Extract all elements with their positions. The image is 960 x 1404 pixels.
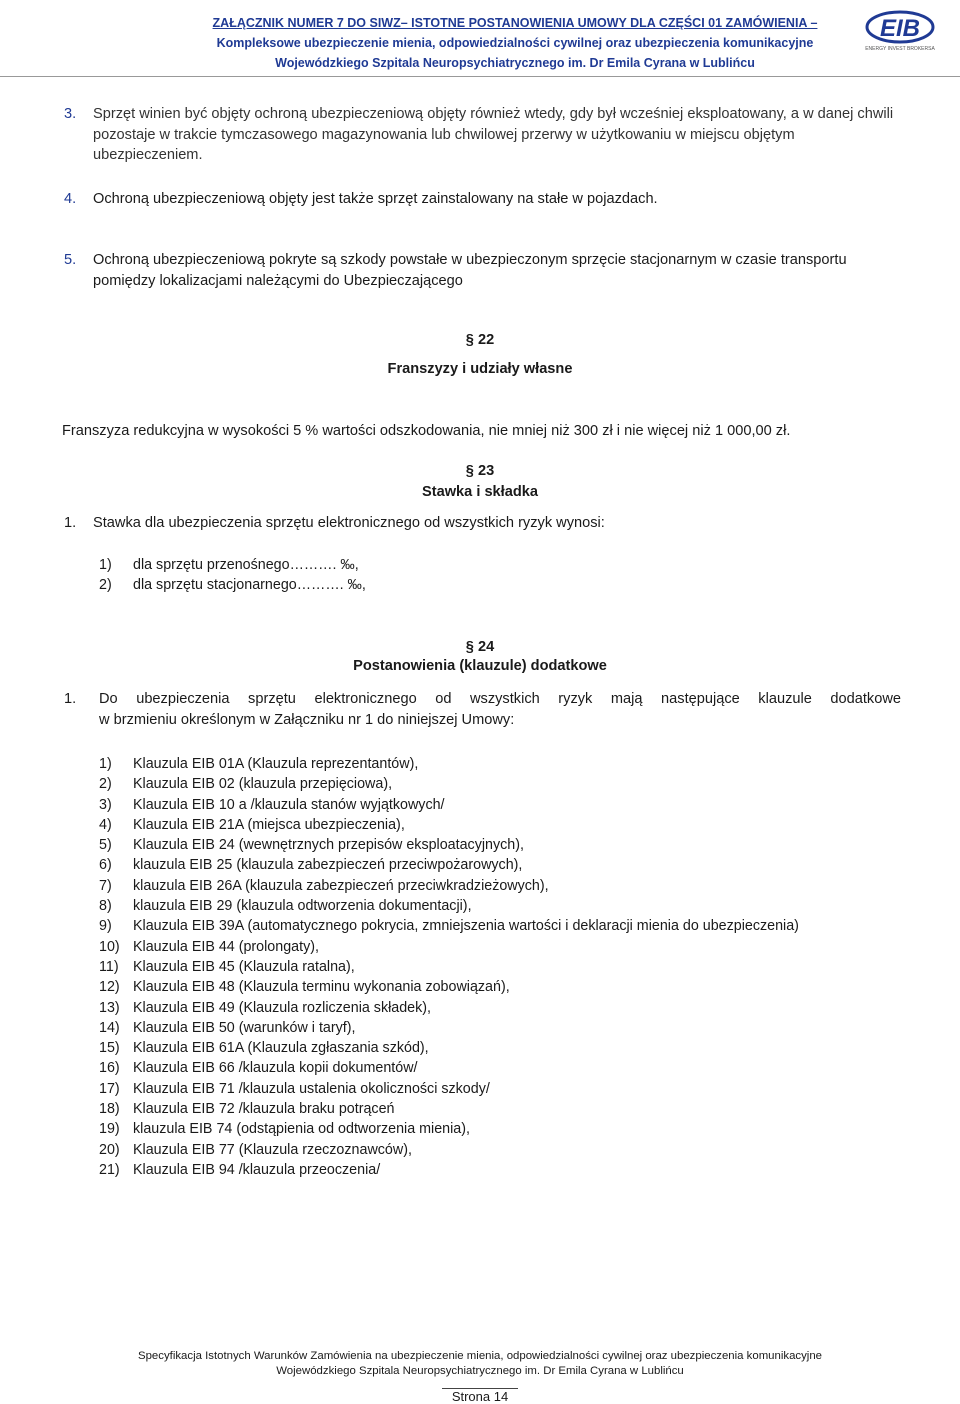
clause-item-number: 13) xyxy=(99,999,120,1016)
clause-item xyxy=(99,815,799,835)
clause-item xyxy=(99,754,799,774)
clause-item-text: klauzula EIB 25 (klauzula zabezpieczeń przeciwpożarowych), xyxy=(133,857,523,874)
clause-item xyxy=(99,1058,799,1078)
clause-item-text: Klauzula EIB 77 (Klauzula rzeczoznawców), xyxy=(133,1141,412,1158)
clause-item-text: Klauzula EIB 71 /klauzula ustalenia okoliczności szkody/ xyxy=(133,1080,490,1097)
footer-line-2: Wojewódzkiego Szpitala Neuropsychiatrycznego im. Dr Emila Cyrana w Lublińcu xyxy=(276,1365,684,1377)
clause-item-text: Klauzula EIB 49 (Klauzula rozliczenia składek), xyxy=(133,999,432,1016)
section-23-title: Stawka i składka xyxy=(421,484,538,500)
section-24-p1-number: 1. xyxy=(64,691,77,707)
clause-item xyxy=(99,1018,799,1038)
clause-item-number: 4) xyxy=(99,816,112,833)
clause-item xyxy=(99,998,799,1018)
clause-item-number: 15) xyxy=(99,1040,120,1057)
clause-item-text: Klauzula EIB 66 /klauzula kopii dokumentów/ xyxy=(133,1060,418,1077)
clause-item-text: Klauzula EIB 94 /klauzula przeoczenia/ xyxy=(133,1161,381,1178)
clause-item-text: klauzula EIB 26A (klauzula zabezpieczeń przeciwkradzieżowych), xyxy=(133,877,549,894)
logo-subtext: ENERGY INVEST BROKERSA xyxy=(865,46,935,52)
item-text-3: Sprzęt winien być objęty ochroną ubezpieczeniową objęty również wtedy, gdy był wcześniej eksploatowany, a w danej chwili pozostaje w trakcie tymczasowego magazynowania lub chwilowej przerwy w użytkowaniu w miejscu objętym ubezpieczeniem. xyxy=(93,106,894,163)
header-line-1: ZAŁĄCZNIK NUMER 7 DO SIWZ– ISTOTNE POSTANOWIENIA UMOWY DLA CZĘŚCI 01 ZAMÓWIENIA – xyxy=(212,16,818,30)
clause-item-number: 19) xyxy=(99,1121,120,1138)
rate-item-text: dla sprzętu przenośnego………. ‰, xyxy=(133,557,359,573)
clause-item-text: Klauzula EIB 39A (automatycznego pokrycia, zmniejszenia wartości i deklaracji mienia do ubezpieczenia) xyxy=(133,918,799,935)
clause-item-text: Klauzula EIB 01A (Klauzula reprezentantów), xyxy=(133,756,419,772)
clause-item-number: 16) xyxy=(99,1060,120,1077)
item-number-4: 4. xyxy=(64,191,77,207)
page-number: Strona 14 xyxy=(0,1389,960,1404)
section-22-title: Franszyzy i udziały własne xyxy=(387,361,573,377)
clause-item-number: 18) xyxy=(99,1101,120,1118)
section-24-p1-line-1: Do ubezpieczenia sprzętu elektronicznego od wszystkich ryzyk mają następujące klauzule dodatkowe xyxy=(99,691,901,707)
item-number-5: 5. xyxy=(64,252,77,268)
clause-item xyxy=(99,977,799,997)
rate-item-number: 1) xyxy=(99,557,112,573)
clause-item xyxy=(99,795,799,815)
clause-item-number: 7) xyxy=(99,877,112,894)
clause-item-text: Klauzula EIB 61A (Klauzula zgłaszania szkód), xyxy=(133,1040,429,1057)
item-text-5: Ochroną ubezpieczeniową pokryte są szkody powstałe w ubezpieczonym sprzęcie stacjonarnym w czasie transportu pomiędzy lokalizacjami należącymi do Ubezpieczającego xyxy=(93,252,847,289)
clause-item-text: Klauzula EIB 72 /klauzula braku potrąceń xyxy=(133,1101,395,1118)
clause-item xyxy=(99,855,799,875)
section-24-title: Postanowienia (klauzule) dodatkowe xyxy=(353,658,607,674)
section-23-p1-text: Stawka dla ubezpieczenia sprzętu elektronicznego od wszystkich ryzyk wynosi: xyxy=(93,515,605,531)
clause-item-text: Klauzula EIB 44 (prolongaty), xyxy=(133,938,319,955)
clause-item-number: 14) xyxy=(99,1019,120,1036)
clause-item-text: Klauzula EIB 10 a /klauzula stanów wyjątkowych/ xyxy=(133,796,445,813)
clause-item-number: 20) xyxy=(99,1141,120,1158)
clause-item xyxy=(99,957,799,977)
section-22-sign: § 22 xyxy=(465,332,495,348)
clause-item-number: 12) xyxy=(99,979,120,996)
section-23-sign: § 23 xyxy=(465,463,495,479)
clause-item-text: Klauzula EIB 02 (klauzula przepięciowa), xyxy=(133,776,393,793)
clause-item-text: Klauzula EIB 50 (warunków i taryf), xyxy=(133,1019,356,1036)
clauses-list xyxy=(99,754,799,1180)
clause-item-text: Klauzula EIB 21A (miejsca ubezpieczenia), xyxy=(133,816,405,833)
clause-item xyxy=(99,1038,799,1058)
section-22-text: Franszyza redukcyjna w wysokości 5 % wartości odszkodowania, nie mniej niż 300 zł i nie więcej niż 1 000,00 zł. xyxy=(62,423,791,439)
clause-item-number: 6) xyxy=(99,857,112,874)
clause-item-number: 3) xyxy=(99,796,112,813)
clause-item xyxy=(99,1140,799,1160)
clause-item-text: klauzula EIB 74 (odstąpienia od odtworzenia mienia), xyxy=(133,1121,470,1138)
clause-item xyxy=(99,876,799,896)
eib-logo xyxy=(862,10,938,52)
clause-item xyxy=(99,896,799,916)
logo-text: EIB xyxy=(879,15,921,42)
clause-item xyxy=(99,1160,799,1180)
section-24-sign: § 24 xyxy=(465,639,495,655)
clause-item-number: 2) xyxy=(99,776,112,793)
section-24-p1-line-2: w brzmieniu określonym w Załączniku nr 1 do niniejszej Umowy: xyxy=(99,712,515,728)
header-divider xyxy=(0,76,960,77)
footer-line-1: Specyfikacja Istotnych Warunków Zamówienia na ubezpieczenie mienia, odpowiedzialności cywilnej oraz ubezpieczenia komunikacyjne xyxy=(138,1350,822,1362)
rate-item xyxy=(99,555,366,575)
rates-list xyxy=(99,555,366,596)
clause-item xyxy=(99,835,799,855)
clause-item-number: 5) xyxy=(99,837,112,854)
header-line-3: Wojewódzkiego Szpitala Neuropsychiatrycznego im. Dr Emila Cyrana w Lublińcu xyxy=(275,56,755,70)
clause-item xyxy=(99,916,799,936)
clause-item-text: Klauzula EIB 45 (Klauzula ratalna), xyxy=(133,958,355,975)
section-23-p1-number: 1. xyxy=(64,515,77,531)
clause-item-number: 8) xyxy=(99,898,112,915)
clause-item xyxy=(99,1119,799,1139)
header-line-2: Kompleksowe ubezpieczenie mienia, odpowiedzialności cywilnej oraz ubezpieczenia komunikacyjne xyxy=(216,36,814,50)
clause-item-number: 21) xyxy=(99,1161,120,1178)
clause-item-text: Klauzula EIB 48 (Klauzula terminu wykonania zobowiązań), xyxy=(133,979,510,996)
rate-item-text: dla sprzętu stacjonarnego………. ‰, xyxy=(133,577,366,594)
clause-item-number: 11) xyxy=(99,958,119,975)
item-number-3: 3. xyxy=(64,106,77,122)
rate-item xyxy=(99,575,366,595)
clause-item-text: Klauzula EIB 24 (wewnętrznych przepisów eksploatacyjnych), xyxy=(133,837,524,854)
clause-item xyxy=(99,937,799,957)
clause-item xyxy=(99,1099,799,1119)
clause-item xyxy=(99,1079,799,1099)
clause-item-number: 1) xyxy=(99,756,112,772)
clause-item-number: 10) xyxy=(99,938,120,955)
item-text-4: Ochroną ubezpieczeniową objęty jest także sprzęt zainstalowany na stałe w pojazdach. xyxy=(93,191,658,207)
clause-item-number: 9) xyxy=(99,918,112,935)
rate-item-number: 2) xyxy=(99,577,112,594)
clause-item-number: 17) xyxy=(99,1080,120,1097)
clause-item-text: klauzula EIB 29 (klauzula odtworzenia dokumentacji), xyxy=(133,898,472,915)
page-header xyxy=(170,13,860,73)
clause-item xyxy=(99,774,799,794)
